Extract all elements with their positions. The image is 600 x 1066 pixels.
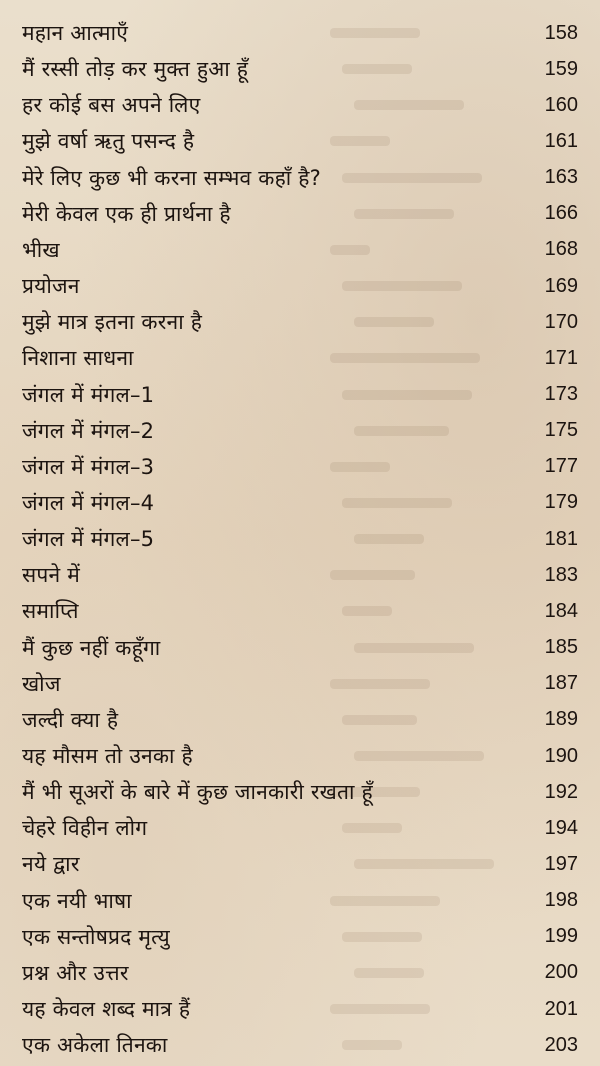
toc-entry-page-number: 189 [544, 708, 578, 731]
toc-entry-title: मैं रस्सी तोड़ कर मुक्त हुआ हूँ [22, 57, 249, 82]
toc-entry-page-number: 163 [544, 166, 578, 189]
toc-entry-page-number: 181 [544, 527, 578, 550]
toc-entry [22, 703, 578, 737]
toc-entry [22, 233, 578, 267]
toc-entry-title: निशाना साधना [22, 346, 134, 371]
toc-entry [22, 161, 578, 195]
toc-entry-title: मुझे वर्षा ऋतु पसन्द है [22, 129, 195, 154]
toc-entry-page-number: 185 [544, 636, 578, 658]
toc-entry [22, 594, 578, 628]
toc-entry-title: एक अकेला तिनका [22, 1033, 168, 1058]
toc-entry-page-number: 170 [544, 310, 578, 333]
toc-entry-title: प्रयोजन [22, 274, 80, 298]
toc-entry [22, 1028, 578, 1062]
toc-entry-title: मेरे लिए कुछ भी करना सम्भव कहाँ है? [22, 165, 321, 190]
toc-entry-page-number: 161 [544, 129, 578, 152]
toc-entry-page-number: 184 [544, 599, 578, 622]
toc-entry-title: जंगल में मंगल–5 [22, 527, 155, 552]
toc-entry-title: खोज [22, 671, 61, 696]
toc-entry [22, 16, 578, 50]
toc-entry [22, 341, 578, 375]
toc-entry [22, 269, 578, 303]
toc-entry-page-number: 197 [544, 852, 578, 875]
toc-entry [22, 667, 578, 701]
toc-entry [22, 558, 578, 592]
toc-entry [22, 884, 578, 918]
toc-entry [22, 450, 578, 484]
toc-entry-page-number: 192 [544, 780, 578, 803]
toc-entry-title: जंगल में मंगल–1 [22, 382, 155, 407]
toc-entry [22, 631, 578, 665]
toc-entry-title: जंगल में मंगल–4 [22, 490, 155, 515]
toc-entry-title: समाप्ति [22, 599, 79, 624]
toc-entry-page-number: 203 [544, 1033, 578, 1056]
toc-entry-title: भीख [22, 237, 60, 262]
toc-entry-title: प्रश्न और उत्तर [22, 960, 129, 985]
toc-entry-page-number: 199 [544, 925, 578, 948]
toc-entry-page-number: 173 [544, 383, 578, 405]
toc-entry [22, 522, 578, 556]
toc-entry-page-number: 194 [544, 816, 578, 839]
toc-entry [22, 378, 578, 412]
toc-entry-title: मैं कुछ नहीं कहूँगा [22, 635, 161, 660]
toc-entry-title: हर कोई बस अपने लिए [22, 93, 201, 118]
toc-entry-title: यह केवल शब्द मात्र हैं [22, 997, 191, 1021]
toc-entry [22, 414, 578, 448]
toc-entry-page-number: 198 [544, 889, 578, 912]
toc-entry-page-number: 159 [544, 57, 578, 80]
toc-entry-title: चेहरे विहीन लोग [22, 816, 148, 841]
toc-entry [22, 52, 578, 86]
toc-entry-page-number: 160 [544, 93, 578, 116]
toc-entry-page-number: 201 [544, 997, 578, 1020]
toc-entry [22, 305, 578, 339]
toc-entry-page-number: 175 [544, 419, 578, 442]
toc-entry [22, 739, 578, 773]
toc-entry-title: मेरी केवल एक ही प्रार्थना है [22, 201, 231, 226]
toc-entry-title: जंगल में मंगल–2 [22, 418, 155, 443]
toc-entry-title: मैं भी सूअरों के बारे में कुछ जानकारी रखता हूँ [22, 780, 373, 805]
toc-entry-page-number: 179 [544, 491, 578, 514]
toc-entry [22, 992, 578, 1026]
toc-entry-page-number: 190 [544, 744, 578, 767]
toc-entry-title: एक सन्तोषप्रद मृत्यु [22, 924, 170, 949]
toc-entry-page-number: 200 [544, 961, 578, 984]
toc-entry-page-number: 171 [544, 346, 578, 369]
toc-entry-page-number: 169 [544, 274, 578, 297]
toc-entry [22, 847, 578, 881]
toc-entry [22, 775, 578, 809]
toc-entry [22, 197, 578, 231]
toc-entry-title: मुझे मात्र इतना करना है [22, 310, 203, 335]
toc-entry-title: जल्दी क्या है [22, 707, 119, 732]
toc-entry-title: यह मौसम तो उनका है [22, 744, 193, 768]
toc-entry [22, 811, 578, 845]
toc-entry [22, 88, 578, 122]
toc-entry-page-number: 177 [544, 455, 578, 478]
toc-entry [22, 486, 578, 520]
toc-entry [22, 124, 578, 158]
toc-entry-title: महान आत्माएँ [22, 21, 129, 45]
toc-entry-page-number: 158 [544, 21, 578, 44]
toc-entry [22, 956, 578, 990]
toc-entry-title: एक नयी भाषा [22, 888, 132, 913]
toc-entry-page-number: 168 [544, 238, 578, 261]
toc-entry-page-number: 187 [544, 672, 578, 695]
toc-entry-page-number: 166 [544, 202, 578, 225]
toc-entry-title: सपने में [22, 563, 81, 588]
toc-entry-page-number: 183 [544, 563, 578, 586]
toc-entry-title: जंगल में मंगल–3 [22, 454, 155, 479]
toc-entry-title: नये द्वार [22, 852, 80, 877]
toc-entry [22, 920, 578, 954]
